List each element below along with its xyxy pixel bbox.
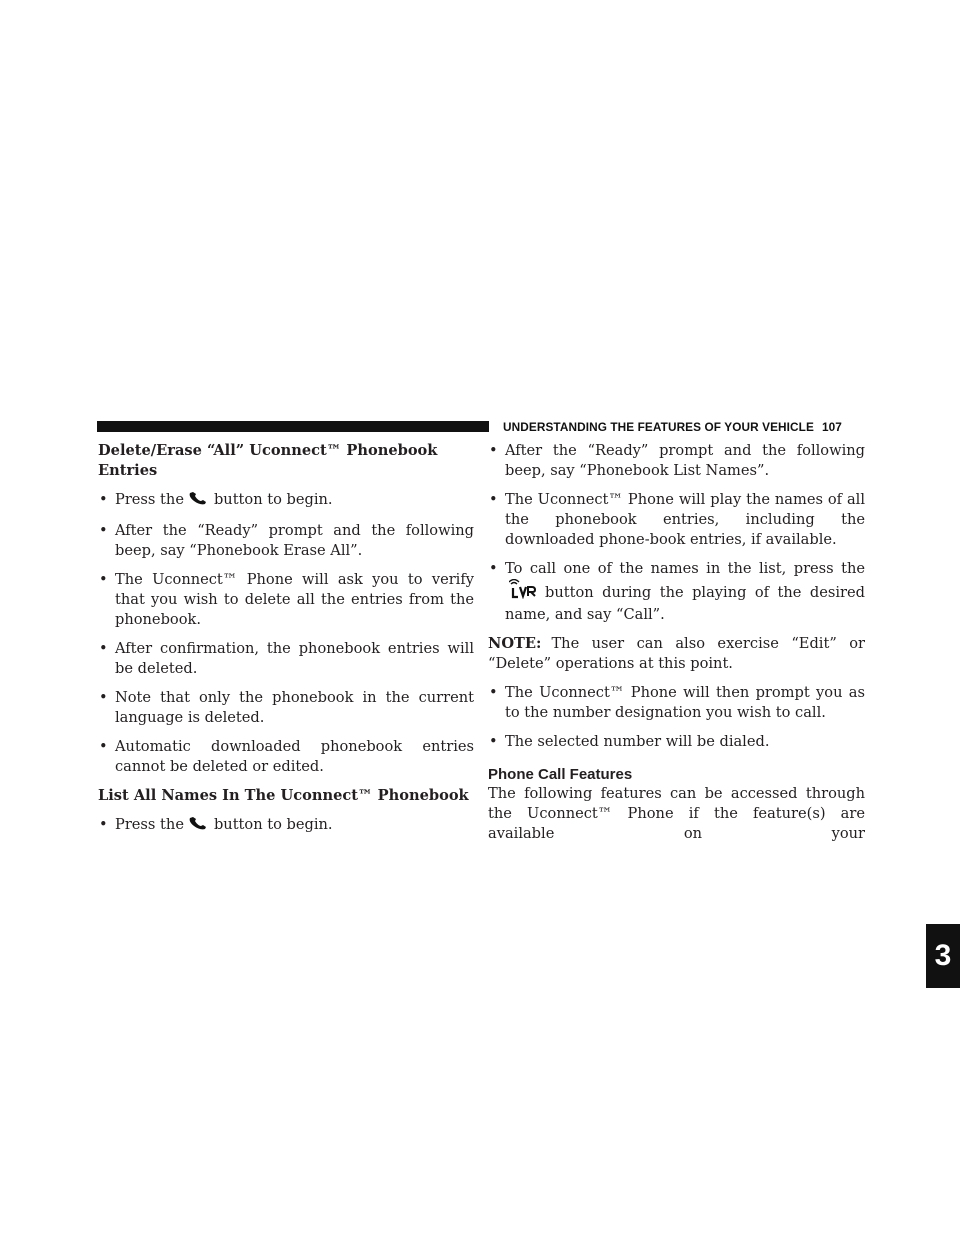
list-item: • Automatic downloaded phonebook entries cannot be deleted or edited. [99,738,474,775]
left-column [98,441,474,846]
list-item: • The Uconnect™ Phone will ask you to verify that you wish to delete all the entries from the phonebook. [99,571,474,628]
bullet-dot: • [99,689,108,706]
phone-icon [188,817,208,837]
chapter-tab: 3 [926,924,960,988]
note-label: NOTE: [488,635,542,652]
list-item: • The selected number will be dialed. [489,733,770,750]
section-heading-phone-call-features: Phone Call Features [488,766,633,783]
bullet-dot: • [99,816,108,833]
bullet-dot: • [99,640,108,657]
list-item: • Press the button to begin. [98,490,474,512]
list-item: • The Uconnect™ Phone will then prompt you as to the number designation you wish to call. [489,684,865,721]
bullet-dot: • [99,571,108,588]
bullet-dot: • [99,522,108,539]
header-title-text: UNDERSTANDING THE FEATURES OF YOUR VEHICLE [503,420,814,434]
right-column [488,441,865,844]
list-item: • After confirmation, the phonebook entries will be deleted. [99,640,474,677]
note [488,634,865,674]
header-rule [97,421,489,432]
page-number: 107 [821,420,842,434]
list-item: • After the “Ready” prompt and the following beep, say “Phonebook Erase All”. [99,522,474,559]
note-text: The user can also exercise “Edit” or “Delete” operations at this point. [488,635,865,672]
list-item: • After the “Ready” prompt and the following beep, say “Phonebook List Names”. [489,442,865,479]
bullet-dot: • [489,733,498,750]
section-heading-list-names: List All Names In The Uconnect™ Phonebook [98,787,469,804]
bullet-dot: • [99,738,108,755]
voice-recognition-icon [509,579,539,605]
list-item: • The Uconnect™ Phone will play the names of all the phonebook entries, including the downloaded phone-book entries, if available. [489,491,865,548]
running-header [503,418,865,436]
bullet-dot: • [489,491,498,508]
section-heading-delete-all: Delete/Erase “All” Uconnect™ Phonebook Entries [98,442,438,479]
phone-icon [188,492,208,512]
list-item: • Note that only the phonebook in the current language is deleted. [99,689,474,726]
bullet-dot: • [99,491,108,508]
bullet-dot: • [489,684,498,701]
bullet-dot: • [489,560,498,577]
bullet-dot: • [489,442,498,459]
list-item: • To call one of the names in the list, press thebutton during the playing of the desired name, and say “Call”. [489,560,865,623]
body-paragraph: The following features can be accessed through the Uconnect™ Phone if the feature(s) are available on your [488,785,865,842]
list-item: • Press the button to begin. [98,815,474,837]
